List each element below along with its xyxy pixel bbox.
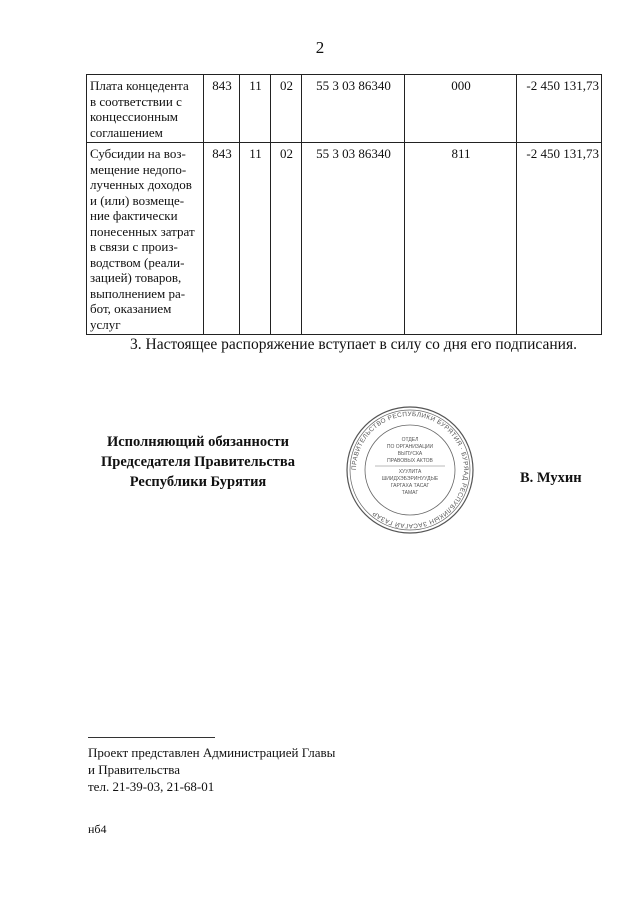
seal-inner-line: ШИИДХЭБЭРИНУУДЫЕ xyxy=(381,476,439,482)
table-cell-vr: 000 xyxy=(405,75,517,143)
footnote-line: и Правительства xyxy=(88,762,181,777)
seal-inner-line: ОТДЕЛ xyxy=(401,437,419,443)
seal-inner-line: ГАРГАХА ТАСАГ xyxy=(390,483,430,489)
signer-title-line: Республики Бурятия xyxy=(129,474,267,490)
document-code: нб4 xyxy=(88,822,107,836)
table-cell-pr: 02 xyxy=(271,75,302,143)
official-seal xyxy=(345,405,475,535)
name-line: соглашением xyxy=(90,124,163,140)
name-line: мещение недопо- xyxy=(90,161,187,177)
table-cell-name xyxy=(87,143,204,335)
seal-outer-text: ПРАВИТЕЛЬСТВО РЕСПУБЛИКИ БУРЯТИЯ · БУРЯАД РЕСПУБЛИКЫН ЗАСАГАЙ ГАЗАР xyxy=(350,410,470,530)
seal-inner-line: ПО ОРГАНИЗАЦИИ xyxy=(386,444,434,450)
seal-inner-line: ВЫПУСКА xyxy=(397,451,423,457)
table-row xyxy=(87,143,602,335)
signer-title-line: Исполняющий обязанности xyxy=(106,434,290,450)
name-line: услуг xyxy=(90,316,121,332)
name-line: Субсидии на воз- xyxy=(90,146,186,161)
signer-title xyxy=(88,432,308,492)
signer-title-line: Председателя Правительства xyxy=(101,454,295,470)
table-cell-grbs: 843 xyxy=(204,143,240,335)
seal-inner-line: ТАМАГ xyxy=(401,490,419,496)
footnote-divider xyxy=(88,737,215,738)
name-line: водством (реали- xyxy=(90,254,185,270)
table-row xyxy=(87,75,602,143)
name-line: понесенных затрат xyxy=(90,223,195,239)
table-cell-sum: -2 450 131,73 xyxy=(517,75,602,143)
table-cell-pr: 02 xyxy=(271,143,302,335)
page-number: 2 xyxy=(315,38,325,57)
table-cell-grbs: 843 xyxy=(204,75,240,143)
footnote xyxy=(88,744,335,795)
name-line: бот, оказанием xyxy=(90,301,172,316)
budget-table xyxy=(86,74,602,335)
name-line: Плата концедента xyxy=(90,78,189,93)
seal-inner-line: ПРАВОВЫХ АКТОВ xyxy=(387,458,433,464)
table-cell-csr: 55 3 03 86340 xyxy=(302,75,405,143)
name-line: лученных доходов xyxy=(90,177,192,192)
name-line: концессионным xyxy=(90,109,179,124)
table-cell-rz: 11 xyxy=(240,75,271,143)
table-cell-rz: 11 xyxy=(240,143,271,335)
footnote-line: Проект представлен Администрацией Главы xyxy=(88,745,336,760)
table-cell-name xyxy=(87,75,204,143)
table-cell-vr: 811 xyxy=(405,143,517,335)
name-line: выполнением ра- xyxy=(90,285,186,301)
footnote-line: тел. 21-39-03, 21-68-01 xyxy=(88,779,215,794)
name-line: в связи с произ- xyxy=(90,239,178,254)
seal-inner-line: ХУУЛИТА xyxy=(398,469,422,475)
signer-name: В. Мухин xyxy=(520,470,582,486)
table-cell-csr: 55 3 03 86340 xyxy=(302,143,405,335)
name-line: зацией) товаров, xyxy=(90,270,182,285)
name-line: ние фактически xyxy=(90,208,178,223)
clause-text: 3. Настоящее распоряжение вступает в силу со дня его подписания. xyxy=(130,336,577,353)
name-line: и (или) возмеще- xyxy=(90,192,185,208)
table-cell-sum: -2 450 131,73 xyxy=(517,143,602,335)
name-line: в соответствии с xyxy=(90,93,182,109)
